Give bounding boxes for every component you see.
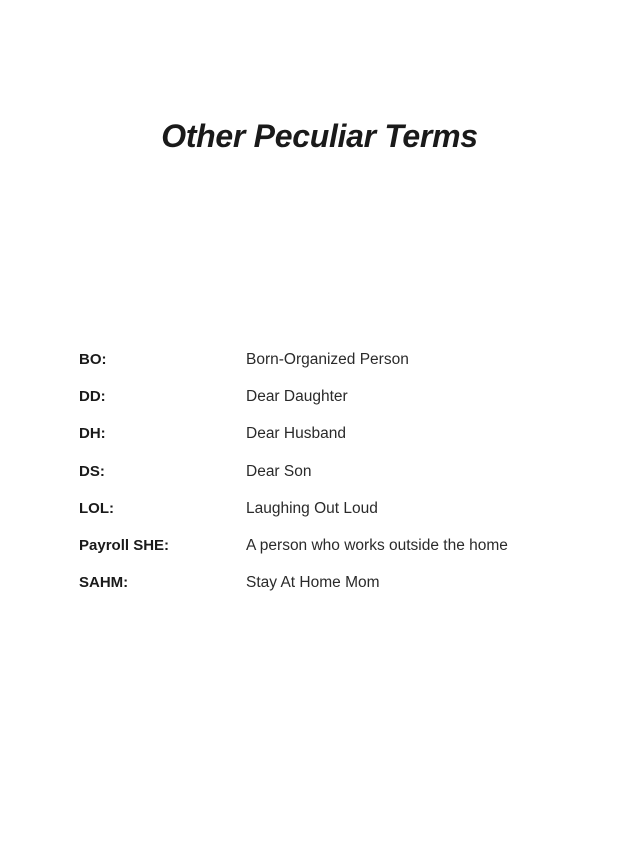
term-definition: Laughing Out Loud — [246, 499, 378, 517]
term-abbreviation: BO: — [79, 351, 107, 368]
term-abbreviation: Payroll SHE: — [79, 536, 170, 554]
term-definition: Dear Daughter — [246, 388, 348, 406]
glossary-row-dd — [79, 384, 599, 421]
glossary-row-sahm — [79, 570, 599, 607]
term-definition: Stay At Home Mom — [246, 574, 380, 592]
term-definition: Dear Husband — [246, 425, 346, 443]
glossary-row-bo — [79, 347, 599, 384]
term-definition: Born-Organized Person — [246, 351, 409, 368]
glossary-list — [79, 347, 599, 607]
term-abbreviation: LOL: — [79, 499, 114, 517]
glossary-row-payroll-she — [79, 533, 599, 570]
term-abbreviation: DS: — [79, 462, 105, 480]
glossary-row-dh — [79, 421, 599, 458]
glossary-row-ds — [79, 459, 599, 496]
term-abbreviation: DH: — [79, 425, 106, 443]
term-definition: Dear Son — [246, 462, 312, 480]
term-abbreviation: DD: — [79, 388, 106, 406]
page-title: Other Peculiar Terms — [161, 118, 478, 154]
term-definition: A person who works outside the home — [246, 536, 508, 554]
glossary-row-lol — [79, 496, 599, 533]
term-abbreviation: SAHM: — [79, 574, 129, 592]
